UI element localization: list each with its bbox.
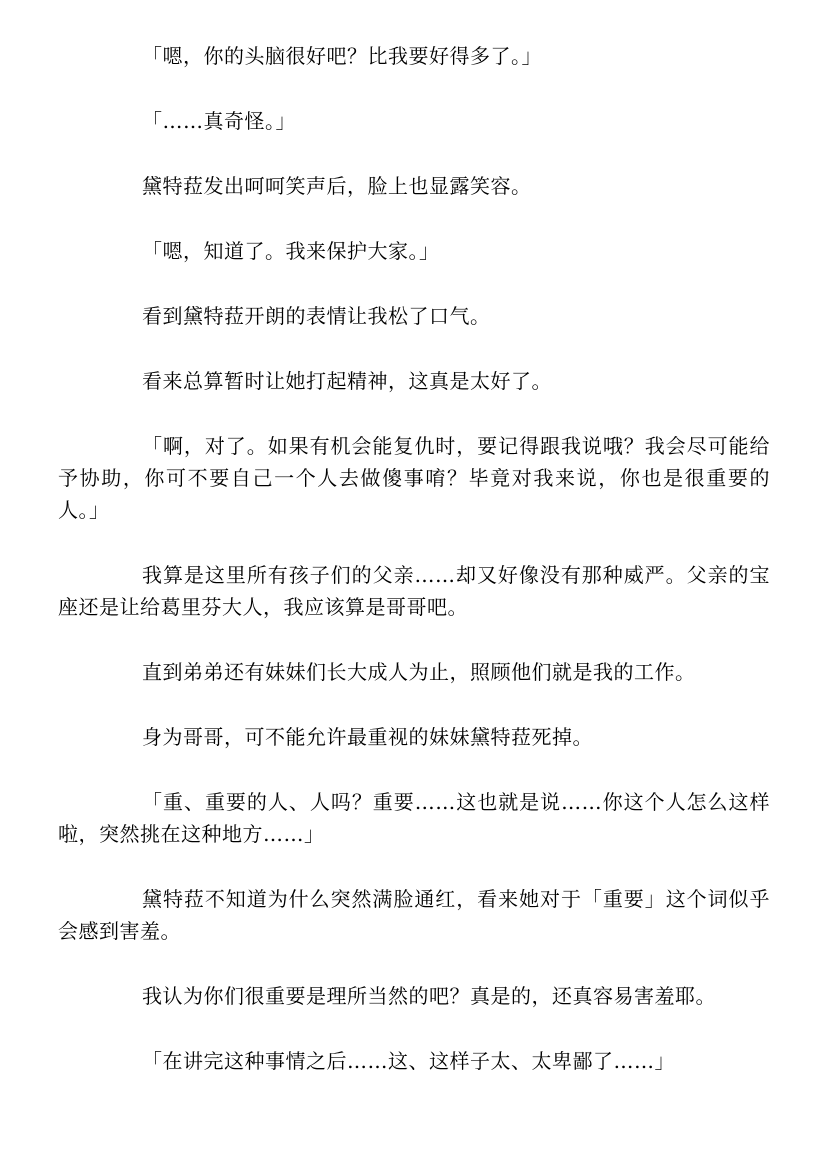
paragraph-10: 身为哥哥，可不能允许最重视的妹妹黛特菈死掉。 (142, 725, 593, 749)
paragraph-6: 看来总算暂时让她打起精神，这真是太好了。 (142, 369, 552, 393)
paragraph-9: 直到弟弟还有妹妹们长大成人为止，照顾他们就是我的工作。 (142, 660, 696, 684)
paragraph-1: 「嗯，你的头脑很好吧？比我要好得多了。」 (142, 44, 542, 68)
paragraph-8: 我算是这里所有孩子们的父亲……却又好像没有那种威严。父亲的宝座还是让给葛里芬大人，我应该算是哥哥吧。 (58, 563, 770, 619)
paragraph-2: 「……真奇怪。」 (142, 109, 296, 133)
paragraph-4: 「嗯，知道了。我来保护大家。」 (142, 239, 440, 263)
paragraph-11: 「重、重要的人、人吗？重要……这也就是说……你这个人怎么这样啦，突然挑在这种地方……」 (58, 790, 770, 846)
paragraph-3: 黛特菈发出呵呵笑声后，脸上也显露笑容。 (142, 174, 532, 198)
paragraph-5: 看到黛特菈开朗的表情让我松了口气。 (142, 304, 491, 328)
paragraph-13: 我认为你们很重要是理所当然的吧？真是的，还真容易害羞耶。 (142, 984, 716, 1008)
paragraph-14: 「在讲完这种事情之后……这、这样子太、太卑鄙了……」 (142, 1049, 675, 1073)
paragraph-12: 黛特菈不知道为什么突然满脸通红，看来她对于「重要」这个词似乎会感到害羞。 (58, 887, 770, 943)
paragraph-7: 「啊，对了。如果有机会能复仇时，要记得跟我说哦？我会尽可能给予协助，你可不要自己一个人去做傻事唷？毕竟对我来说，你也是很重要的人。」 (58, 434, 770, 522)
document-page (58, 40, 770, 1110)
